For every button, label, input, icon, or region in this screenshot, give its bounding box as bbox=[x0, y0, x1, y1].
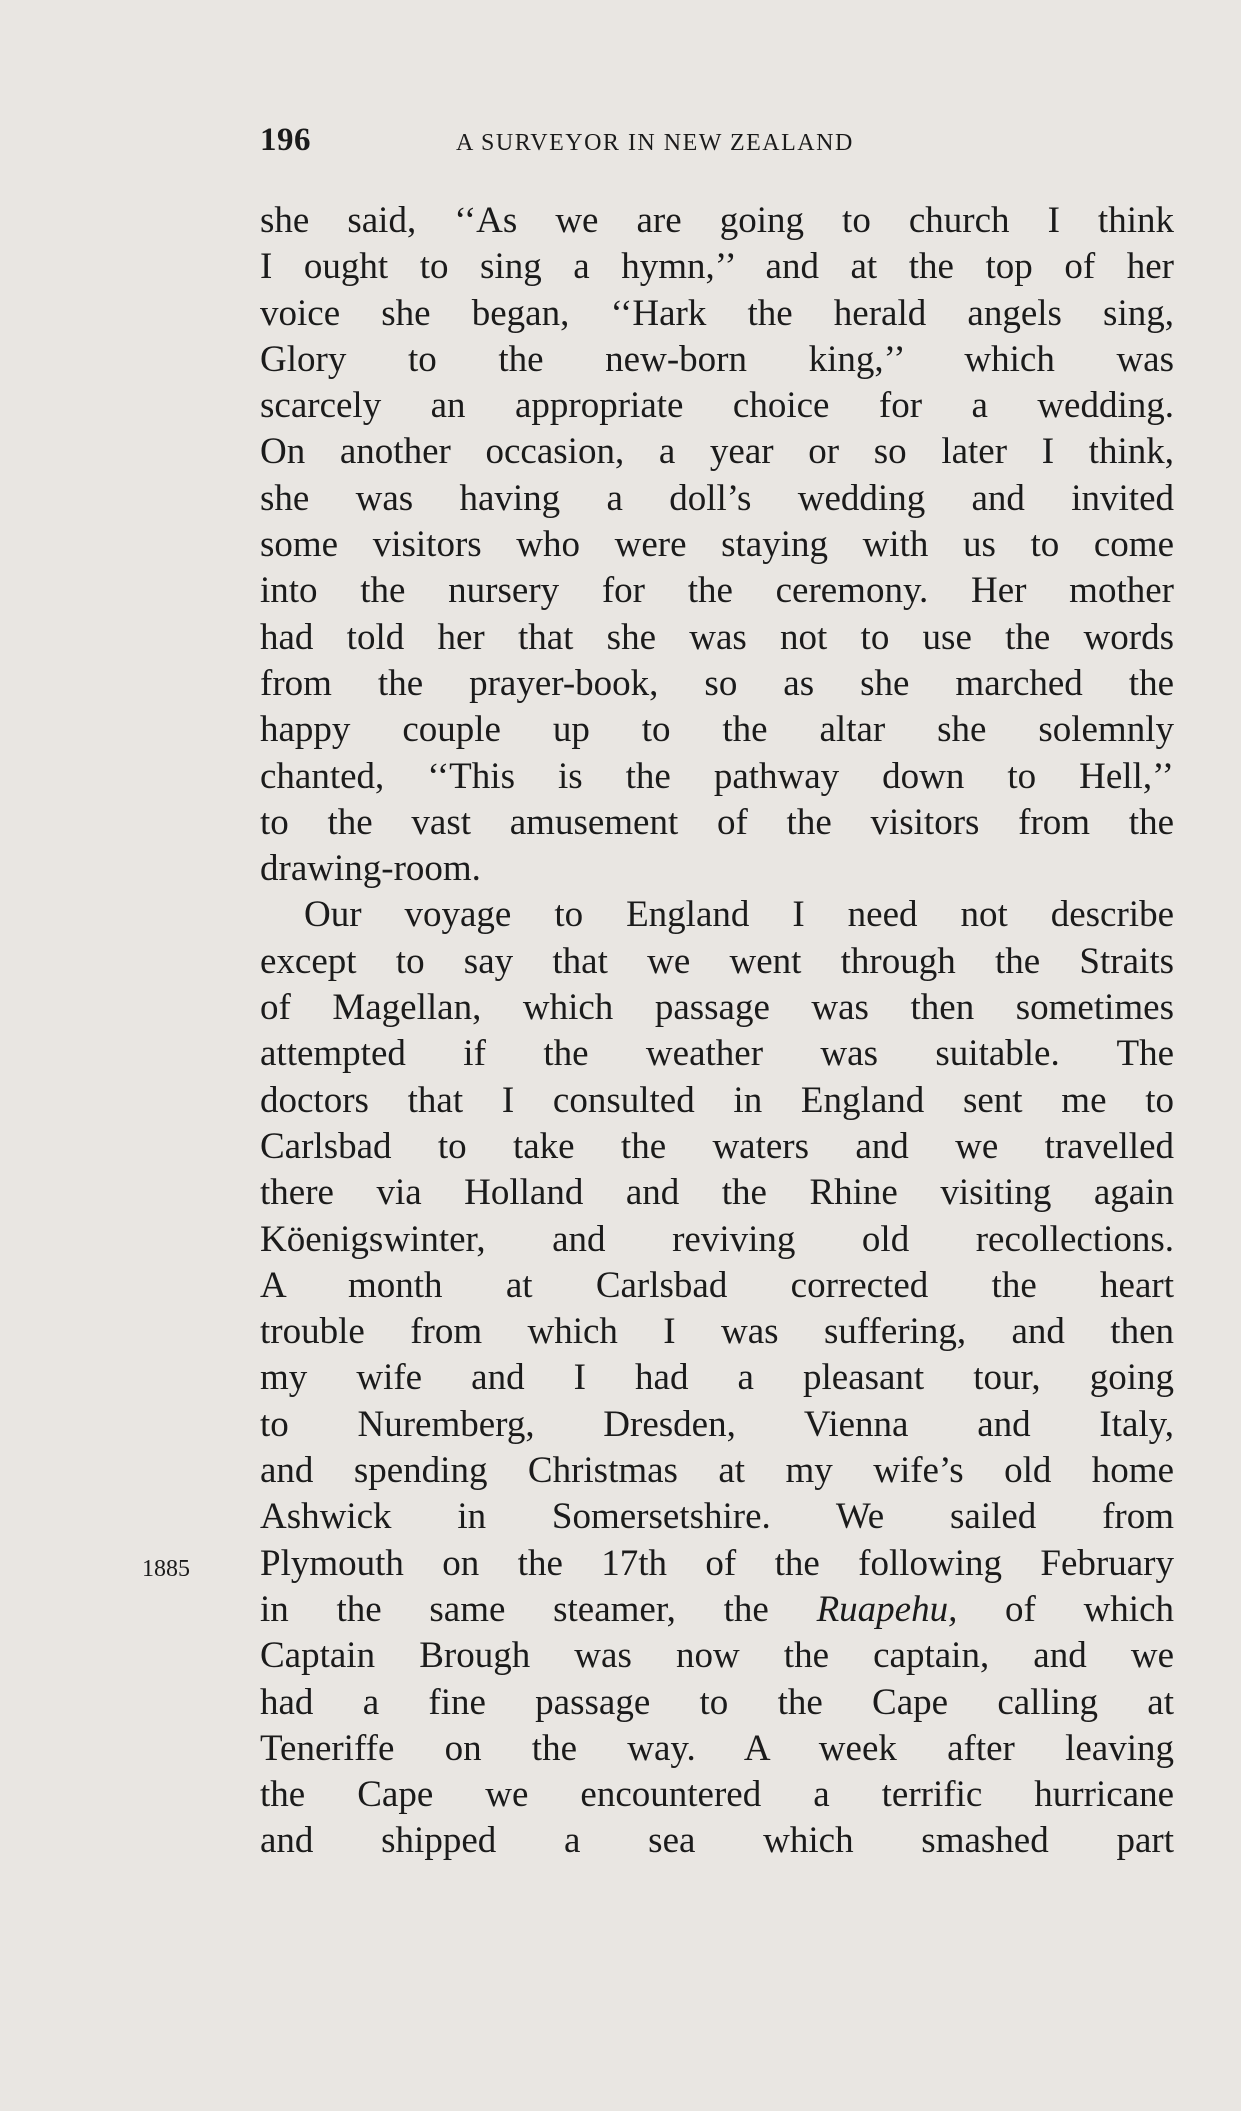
text-line: there via Holland and the Rhine visiting again bbox=[260, 1172, 1174, 1214]
running-head bbox=[260, 122, 1174, 162]
paragraph-end-line: drawing-room. bbox=[260, 848, 481, 890]
text-line: the Cape we encountered a terrific hurricane bbox=[260, 1774, 1174, 1816]
text-line: and shipped a sea which smashed part bbox=[260, 1820, 1174, 1862]
text-line: from the prayer-book, so as she marched the bbox=[260, 662, 1174, 704]
text-line: Carlsbad to take the waters and we travelled bbox=[260, 1125, 1174, 1167]
text-line: attempted if the weather was suitable. The bbox=[260, 1033, 1174, 1075]
text-line: doctors that I consulted in England sent me to bbox=[260, 1079, 1174, 1121]
margin-year-note: 1885 bbox=[142, 1556, 190, 1582]
text-line: Captain Brough was now the captain, and we bbox=[260, 1635, 1174, 1677]
text-line: I ought to sing a hymn,’’ and at the top of her bbox=[260, 246, 1174, 288]
text-line: had told her that she was not to use the words bbox=[260, 616, 1174, 658]
text-line: Glory to the new-born king,’’ which was bbox=[260, 338, 1174, 380]
text-line: trouble from which I was suffering, and then bbox=[260, 1311, 1174, 1353]
ship-name: Ruapehu, bbox=[816, 1588, 958, 1630]
text-line: she said, ‘‘As we are going to church I think bbox=[260, 200, 1174, 241]
text-line: except to say that we went through the Straits bbox=[260, 940, 1174, 982]
text-line: my wife and I had a pleasant tour, going bbox=[260, 1357, 1174, 1399]
book-title: A SURVEYOR IN NEW ZEALAND bbox=[456, 130, 854, 156]
text-line: A month at Carlsbad corrected the heart bbox=[260, 1264, 1174, 1306]
text-line: she was having a doll’s wedding and invited bbox=[260, 477, 1174, 519]
text-line: some visitors who were staying with us to come bbox=[260, 524, 1174, 566]
page-number: 196 bbox=[260, 122, 311, 158]
text-line: and spending Christmas at my wife’s old home bbox=[260, 1450, 1174, 1492]
text-line: chanted, ‘‘This is the pathway down to Hell,’’ bbox=[260, 755, 1174, 797]
line-segment: in the same steamer, the bbox=[260, 1588, 817, 1630]
text-line: of Magellan, which passage was then sometimes bbox=[260, 987, 1174, 1029]
text-line: scarcely an appropriate choice for a wedding. bbox=[260, 385, 1174, 427]
text-line: to Nuremberg, Dresden, Vienna and Italy, bbox=[260, 1403, 1174, 1445]
text-line: to the vast amusement of the visitors from the bbox=[260, 801, 1174, 843]
text-line: voice she began, ‘‘Hark the herald angels sing, bbox=[260, 292, 1174, 334]
text-line: happy couple up to the altar she solemnly bbox=[260, 709, 1174, 751]
text-line: Teneriffe on the way. A week after leaving bbox=[260, 1727, 1174, 1769]
text-line: On another occasion, a year or so later I think, bbox=[260, 431, 1174, 473]
text-line: Ashwick in Somersetshire. We sailed from bbox=[260, 1496, 1174, 1538]
text-line: Köenigswinter, and reviving old recollections. bbox=[260, 1218, 1174, 1260]
text-line: had a fine passage to the Cape calling at bbox=[260, 1681, 1174, 1723]
body-text bbox=[260, 198, 1174, 1865]
line-segment: of which bbox=[957, 1588, 1174, 1630]
text-line: into the nursery for the ceremony. Her mother bbox=[260, 570, 1174, 612]
text-line: Plymouth on the 17th of the following February bbox=[260, 1542, 1174, 1584]
text-line-with-ship-name bbox=[260, 1587, 1174, 1633]
paragraph-start-line: Our voyage to England I need not describe bbox=[304, 894, 1174, 936]
